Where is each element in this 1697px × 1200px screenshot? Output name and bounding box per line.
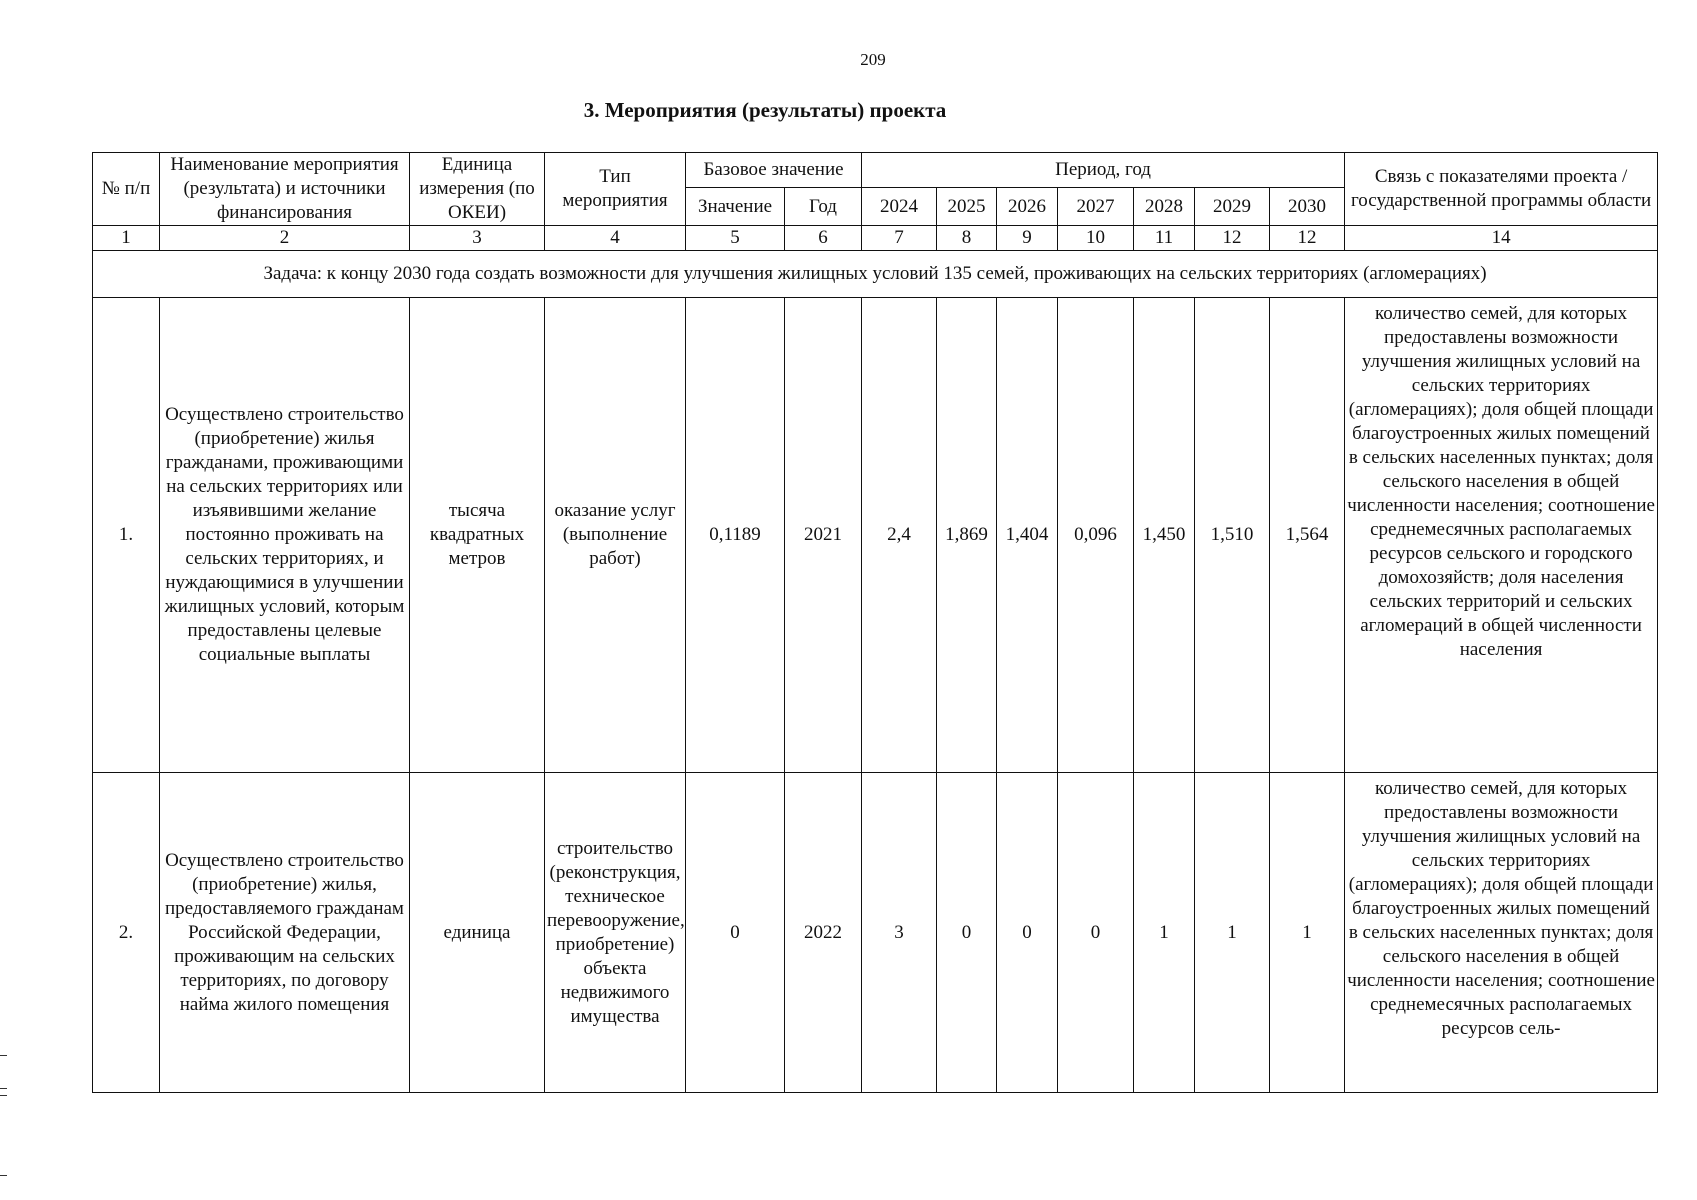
row-year-value: 0: [1058, 773, 1134, 1093]
margin-mark: [0, 1055, 7, 1056]
task-text: Задача: к концу 2030 года создать возможности для улучшения жилищных условий 135 семей, проживающих на сельских территориях (агломерациях): [93, 251, 1658, 298]
margin-mark: [0, 1088, 7, 1089]
row-year-value: 1: [1270, 773, 1345, 1093]
row-year-value: 1,510: [1195, 298, 1270, 773]
row-year-value: 2,4: [862, 298, 937, 773]
header-base-value: Значение: [686, 188, 785, 226]
column-number: 2: [160, 226, 410, 251]
row-base-value: 0: [686, 773, 785, 1093]
column-number: 12: [1195, 226, 1270, 251]
row-num: 1.: [93, 298, 160, 773]
row-year-value: 1,450: [1134, 298, 1195, 773]
header-num: № п/п: [93, 153, 160, 226]
task-row: [93, 251, 1658, 298]
row-base-value: 0,1189: [686, 298, 785, 773]
header-link: Связь с показателями проекта / государственной программы области: [1345, 153, 1658, 226]
measures-table: [92, 152, 1658, 1093]
column-number: 3: [410, 226, 545, 251]
row-year-value: 0: [997, 773, 1058, 1093]
row-unit: единица: [410, 773, 545, 1093]
row-type: оказание услуг (выполнение работ): [545, 298, 686, 773]
row-year-value: 1,564: [1270, 298, 1345, 773]
header-unit: Единица измерения (по ОКЕИ): [410, 153, 545, 226]
section-title: 3. Мероприятия (результаты) проекта: [583, 98, 947, 122]
header-row: [93, 153, 1658, 188]
header-year: 2027: [1058, 188, 1134, 226]
column-number: 9: [997, 226, 1058, 251]
header-year: 2029: [1195, 188, 1270, 226]
row-year-value: 1,404: [997, 298, 1058, 773]
row-name: Осуществлено строительство (приобретение) жилья, предоставляемого гражданам Российской Федерации, проживающим на сельских территориях, по договору найма жилого помещения: [160, 773, 410, 1093]
column-number: 1: [93, 226, 160, 251]
column-number: 8: [937, 226, 997, 251]
column-number: 7: [862, 226, 937, 251]
row-base-year: 2022: [785, 773, 862, 1093]
margin-mark: [0, 1175, 7, 1176]
row-base-year: 2021: [785, 298, 862, 773]
header-type: Тип мероприятия: [545, 153, 686, 226]
header-year: 2025: [937, 188, 997, 226]
header-year: 2030: [1270, 188, 1345, 226]
row-year-value: 3: [862, 773, 937, 1093]
header-base: Базовое значение: [686, 153, 862, 188]
row-year-value: 1: [1134, 773, 1195, 1093]
row-num: 2.: [93, 773, 160, 1093]
page-number: 209: [860, 50, 886, 69]
header-year: 2026: [997, 188, 1058, 226]
column-number: 6: [785, 226, 862, 251]
column-number: 10: [1058, 226, 1134, 251]
row-name: Осуществлено строительство (приобретение) жилья гражданами, проживающими на сельских территориях или изъявившими желание постоянно проживать на сельских территориях, и нуждающимися в улучшении жилищных условий, которым предоставлены целевые социальные выплаты: [160, 298, 410, 773]
column-number: 12: [1270, 226, 1345, 251]
row-link: количество семей, для которых предоставлены возможности улучшения жилищных условий на сельских территориях (агломерациях); доля общей площади благоустроенных жилых помещений в сельских населенных пунктах; доля сельского населения в общей численности населения; соотношение среднемесячных располагаемых ресурсов сель-: [1345, 773, 1658, 1093]
table-row: [93, 298, 1658, 773]
table-row: [93, 773, 1658, 1093]
header-year: 2028: [1134, 188, 1195, 226]
margin-mark: [0, 1095, 7, 1096]
header-year: 2024: [862, 188, 937, 226]
header-name: Наименование мероприятия (результата) и источники финансирования: [160, 153, 410, 226]
row-year-value: 1,869: [937, 298, 997, 773]
header-period: Период, год: [862, 153, 1345, 188]
column-number-row: [93, 226, 1658, 251]
column-number: 11: [1134, 226, 1195, 251]
column-number: 14: [1345, 226, 1658, 251]
column-number: 5: [686, 226, 785, 251]
header-base-year: Год: [785, 188, 862, 226]
row-link: количество семей, для которых предоставлены возможности улучшения жилищных условий на сельских территориях (агломерациях); доля общей площади благоустроенных жилых помещений в сельских населенных пунктах; доля сельского населения в общей численности населения; соотношение среднемесячных располагаемых ресурсов сельского и городского домохозяйств; доля населения сельских территорий и сельских агломераций в общей численности населения: [1345, 298, 1658, 773]
row-year-value: 1: [1195, 773, 1270, 1093]
column-number: 4: [545, 226, 686, 251]
row-year-value: 0: [937, 773, 997, 1093]
row-unit: тысяча квадратных метров: [410, 298, 545, 773]
row-type: строительство (реконструкция, техническое перевооружение, приобретение) объекта недвижимого имущества: [545, 773, 686, 1093]
row-year-value: 0,096: [1058, 298, 1134, 773]
